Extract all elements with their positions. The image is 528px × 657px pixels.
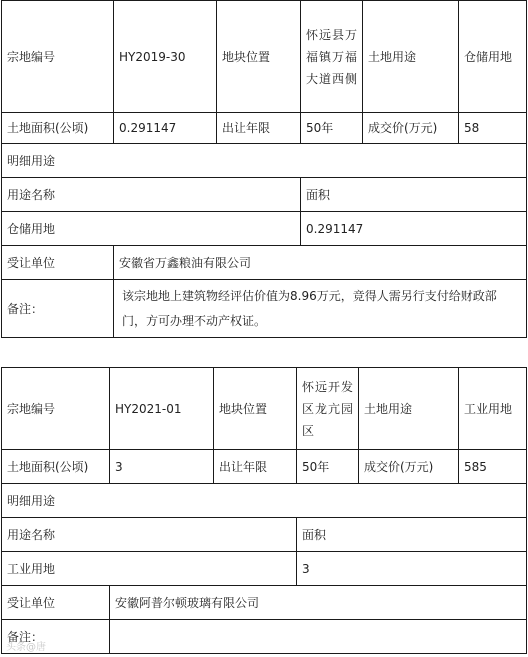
term-label: 出让年限	[214, 450, 297, 484]
table-row	[2, 178, 527, 212]
table-row	[2, 620, 527, 654]
table-row	[2, 368, 527, 450]
table-row	[2, 518, 527, 552]
price-label: 成交价(万元)	[359, 450, 459, 484]
term-label: 出让年限	[217, 113, 301, 144]
land-transfer-table-1	[1, 0, 527, 338]
detail-use-header: 明细用途	[2, 484, 527, 518]
use-area-label: 面积	[297, 518, 527, 552]
land-use-value: 工业用地	[459, 368, 527, 450]
table-row	[2, 586, 527, 620]
table-row	[2, 552, 527, 586]
watermark: 头条@唐	[6, 642, 46, 653]
land-use-label: 土地用途	[363, 1, 459, 113]
use-name-label: 用途名称	[2, 518, 297, 552]
remarks-value	[110, 620, 527, 654]
detail-use-header: 明细用途	[2, 144, 527, 178]
buyer-value: 安徽阿普尔顿玻璃有限公司	[110, 586, 527, 620]
land-use-label: 土地用途	[359, 368, 459, 450]
location-value: 怀远开发区龙亢园区	[297, 368, 359, 450]
use-name-label: 用途名称	[2, 178, 301, 212]
remarks-label: 备注：	[2, 620, 110, 654]
area-label: 土地面积(公顷)	[2, 113, 114, 144]
table-row	[2, 1, 527, 113]
detail-use-name: 工业用地	[2, 552, 297, 586]
term-value: 50年	[301, 113, 363, 144]
location-value: 怀远县万福镇万福大道西侧	[301, 1, 363, 113]
table-row	[2, 450, 527, 484]
term-value: 50年	[297, 450, 359, 484]
remarks-label: 备注：	[2, 280, 114, 338]
parcel-no-label: 宗地编号	[2, 368, 110, 450]
parcel-no-value: HY2021-01	[110, 368, 214, 450]
parcel-no-label: 宗地编号	[2, 1, 114, 113]
area-value: 3	[110, 450, 214, 484]
location-label: 地块位置	[214, 368, 297, 450]
table-row	[2, 280, 527, 338]
buyer-value: 安徽省万鑫粮油有限公司	[114, 246, 527, 280]
use-area-label: 面积	[301, 178, 527, 212]
parcel-no-value: HY2019-30	[114, 1, 217, 113]
location-label: 地块位置	[217, 1, 301, 113]
table-row	[2, 212, 527, 246]
land-use-value: 仓储用地	[459, 1, 527, 113]
buyer-label: 受让单位	[2, 246, 114, 280]
table-row	[2, 113, 527, 144]
buyer-label: 受让单位	[2, 586, 110, 620]
table-row	[2, 144, 527, 178]
table-row	[2, 484, 527, 518]
price-label: 成交价(万元)	[363, 113, 459, 144]
price-value: 58	[459, 113, 527, 144]
detail-use-area: 3	[297, 552, 527, 586]
detail-use-area: 0.291147	[301, 212, 527, 246]
land-transfer-table-2	[1, 367, 527, 654]
detail-use-name: 仓储用地	[2, 212, 301, 246]
price-value: 585	[459, 450, 527, 484]
area-value: 0.291147	[114, 113, 217, 144]
area-label: 土地面积(公顷)	[2, 450, 110, 484]
table-row	[2, 246, 527, 280]
remarks-value: 该宗地地上建筑物经评估价值为8.96万元，竞得人需另行支付给财政部门，方可办理不动产权证。	[114, 280, 527, 338]
